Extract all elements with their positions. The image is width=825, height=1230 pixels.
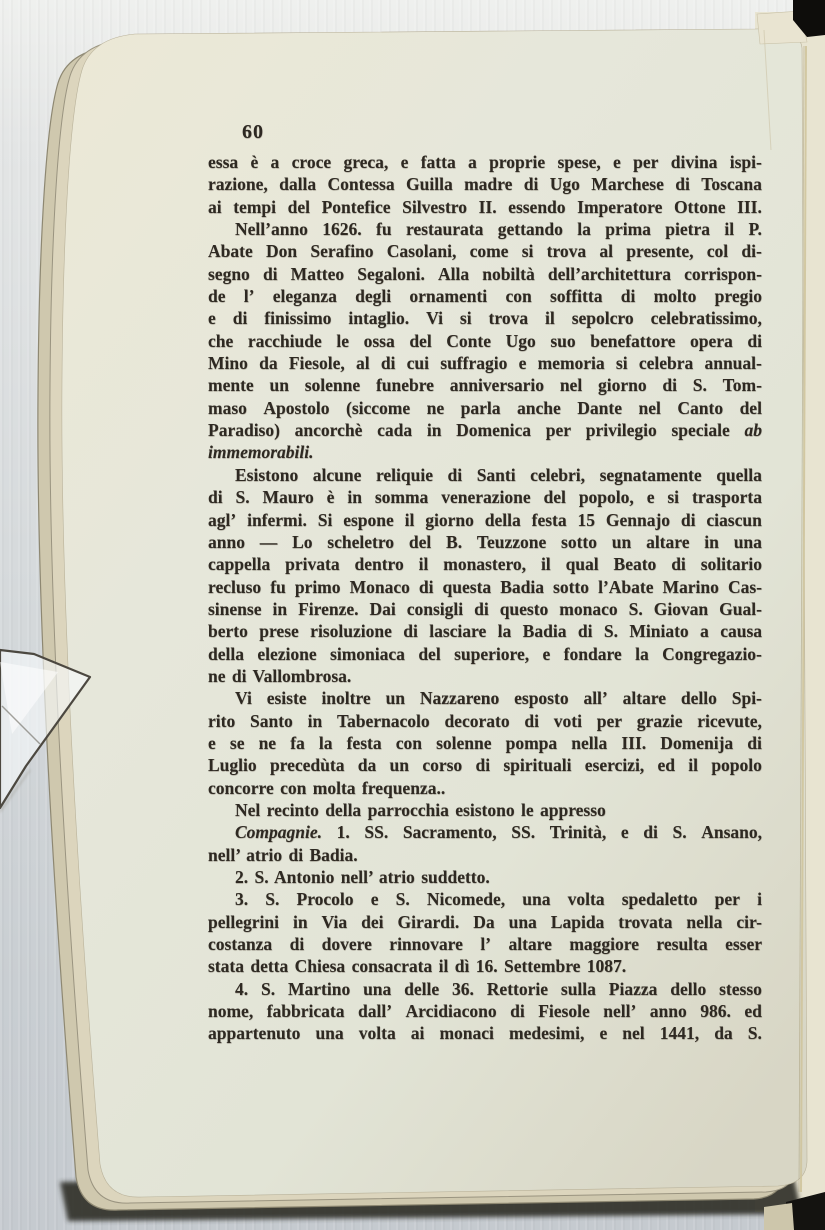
- text-line: Nell’anno 1626. fu restaurata gettando la prima pietra il P.: [235, 219, 762, 240]
- text-line: mente un solenne funebre anniversario nel giorno di S. Tom-: [208, 375, 762, 396]
- text-line: recluso fu primo Monaco di questa Badia sotto l’Abate Marino Cas-: [208, 576, 762, 597]
- text-line: rito Santo in Tabernacolo decorato di voti per grazie ricevute,: [208, 710, 762, 731]
- text-line: concorre con molta frequenza..: [208, 777, 446, 798]
- text-line: sinense in Firenze. Dai consigli di questo monaco S. Giovan Gual-: [208, 598, 762, 619]
- text-line: razione, dalla Contessa Guilla madre di Ugo Marchese di Toscana: [208, 174, 762, 195]
- text-line: della elezione simoniaca del superiore, e fondare la Congregazio-: [208, 643, 762, 664]
- text-line: Paradiso) ancorchè cada in Domenica per privilegio speciale ab: [208, 420, 762, 441]
- text-line: nell’ atrio di Badia.: [208, 844, 358, 865]
- text-line: berto prese risoluzione di lasciare la Badia di S. Miniato a causa: [208, 621, 762, 642]
- page-number: 60: [242, 121, 264, 143]
- text-block: [208, 151, 762, 1045]
- text-line: Esistono alcune reliquie di Santi celebri, segnatamente quella: [235, 464, 762, 485]
- text-line: Abate Don Serafino Casolani, come si trova al presente, col di-: [208, 241, 762, 262]
- text-line: costanza di dovere rinnovare l’ altare maggiore resulta esser: [208, 934, 762, 955]
- text-line: e se ne fa la festa con solenne pompa nella III. Domenija di: [208, 732, 762, 753]
- text-line: Compagnie. 1. SS. Sacramento, SS. Trinità, e di S. Ansano,: [235, 822, 762, 843]
- text-line: agl’ infermi. Si espone il giorno della festa 15 Gennajo di ciascun: [208, 509, 762, 530]
- text-line: essa è a croce greca, e fatta a proprie spese, e per divina ispi-: [208, 152, 762, 172]
- text-line: cappella privata dentro il monastero, il qual Beato di solitario: [208, 554, 762, 575]
- text-line: di S. Mauro è in somma venerazione del popolo, e si trasporta: [208, 487, 762, 508]
- text-line: stata detta Chiesa consacrata il dì 16. Settembre 1087.: [208, 956, 627, 977]
- text-line: anno — Lo scheletro del B. Teuzzone sotto un altare in una: [208, 531, 762, 552]
- text-line: ai tempi del Pontefice Silvestro II. essendo Imperatore Ottone III.: [208, 196, 762, 217]
- text-line: Mino da Fiesole, al di cui suffragio e memoria si celebra annual-: [208, 353, 762, 374]
- text-line: nome, fabbricata dall’ Arcidiacono di Fiesole nell’ anno 986. ed: [208, 1001, 762, 1022]
- text-line: 3. S. Procolo e S. Nicomede, una volta spedaletto per i: [235, 889, 762, 910]
- text-line: segno di Matteo Segaloni. Alla nobiltà dell’architettura corrispon-: [208, 263, 762, 284]
- text-line: Nel recinto della parrocchia esistono le appresso: [235, 799, 606, 820]
- text-line: maso Apostolo (siccome ne parla anche Dante nel Canto del: [208, 397, 762, 418]
- text-line: appartenuto una volta ai monaci medesimi, e nel 1441, da S.: [208, 1023, 762, 1044]
- text-line: de l’ eleganza degli ornamenti con soffitta di molto pregio: [208, 286, 762, 307]
- text-line: ne di Vallombrosa.: [208, 665, 352, 686]
- text-line: Vi esiste inoltre un Nazzareno esposto all’ altare dello Spi-: [235, 688, 762, 709]
- text-line: e di finissimo intaglio. Vi si trova il sepolcro celebratissimo,: [208, 308, 762, 329]
- text-line: 2. S. Antonio nell’ atrio suddetto.: [235, 867, 490, 887]
- text-line: che racchiude le ossa del Conte Ugo suo benefattore opera di: [208, 330, 762, 351]
- text-line: Luglio precedùta da un corso di spirituali esercizi, ed il popolo: [208, 755, 762, 776]
- text-line: pellegrini in Via dei Girardi. Da una Lapida trovata nella cir-: [208, 911, 762, 932]
- bottom-right-page-sliver: [764, 1203, 794, 1230]
- text-line: 4. S. Martino una delle 36. Rettorie sulla Piazza dello stesso: [235, 978, 762, 999]
- text-line: immemorabili.: [208, 442, 314, 463]
